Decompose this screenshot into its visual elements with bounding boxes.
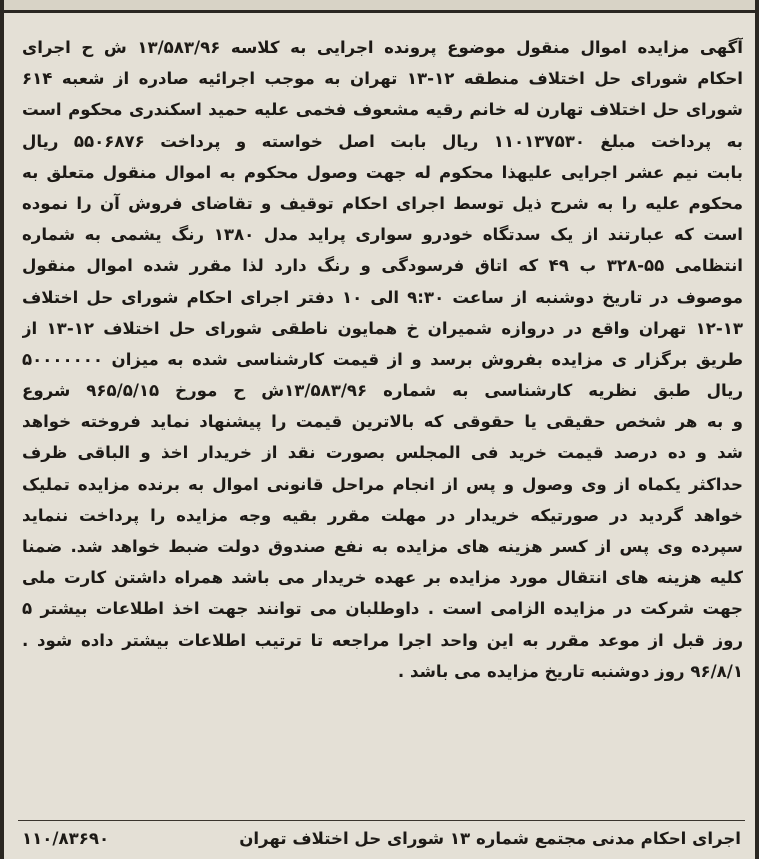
notice-line: جهت شرکت در مزایده الزامی است . داوطلبان می توانند جهت اخذ اطلاعات بیشتر ۵ <box>22 599 743 619</box>
notice-line: محکوم علیه را به شرح ذیل توسط اجرای احکام توقیف و تقاضای فروش آن را نموده <box>22 193 743 213</box>
top-border <box>4 0 755 13</box>
notice-line: حداکثر یکماه از وی وصول و پس از انجام مراحل قانونی اموال به برنده مزایده تملیک <box>22 474 743 494</box>
notice-line-auction-date: ۹۶/۸/۱ روز دوشنبه تاریخ مزایده می باشد . <box>397 661 743 681</box>
notice-line: شورای حل اختلاف تهارن له خانم رقیه مشعوف فخمی علیه حمید اسکندری محکوم است <box>22 100 743 120</box>
notice-line: آگهی مزایده اموال منقول موضوع پرونده اجرایی به کلاسه ۱۳/۵۸۳/۹۶ ش ح اجرای <box>22 38 743 57</box>
notice-line: انتظامی ۵۵-۳۲۸ ب ۴۹ که اتاق فرسودگی و رنگ دارد لذا مقرر شده اموال منقول <box>22 256 743 276</box>
notice-line: خواهد گردید در صورتیکه خریدار در مهلت مقرر بقیه وجه مزایده را پرداخت ننماید <box>22 505 743 525</box>
notice-line: است که عبارتند از یک سدتگاه خودرو سواری پراید مدل ۱۳۸۰ رنگ یشمی به شماره <box>22 225 743 245</box>
notice-line: ۱۲-۱۳ تهران واقع در دروازه شمیران خ همایون ناطقی شورای حل اختلاف ۱۲-۱۳ از <box>22 318 743 338</box>
notice-footer <box>22 822 741 854</box>
notice-body <box>22 32 743 687</box>
notice-line: و به هر شخص حقیقی یا حقوقی که بالاترین قیمت را پیشنهاد نماید فروخته خواهد <box>22 412 743 432</box>
issuing-office: اجرای احکام مدنی مجتمع شماره ۱۳ شورای حل اختلاف تهران <box>239 828 741 848</box>
notice-line: به پرداخت مبلغ ۱۱۰۱۳۷۵۳۰ ریال بابت اصل خواسته و پرداخت ۵۵۰۶۸۷۶ ریال <box>22 131 743 151</box>
notice-line: کلیه هزینه های انتقال مورد مزایده بر عهده خریدار می باشد همراه داشتن کارت ملی <box>22 568 743 588</box>
notice-line: موصوف در تاریخ دوشنبه از ساعت ۹:۳۰ الی ۱۰ دفتر اجرای احکام شورای حل اختلاف <box>22 287 743 307</box>
notice-line: شد و ده درصد قیمت خرید فی المجلس بصورت نقد از خریدار اخذ و الباقی ظرف <box>22 443 743 463</box>
notice-line: روز قبل از موعد مقرر به این واحد اجرا مراجعه تا ترتیب اطلاعات بیشتر داده شود . <box>22 630 743 650</box>
footer-divider <box>18 820 745 821</box>
notice-line: احکام شورای حل اختلاف منطقه ۱۲-۱۳ تهران به موجب اجرائیه صادره از شعبه ۶۱۴ <box>22 69 743 89</box>
notice-line: ریال طبق نظریه کارشناسی به شماره ۱۳/۵۸۳/۹۶ش ح مورخ ۹۶۵/۵/۱۵ شروع <box>22 381 743 401</box>
reference-number: ۱۱۰/۸۳۶۹۰ <box>22 828 110 848</box>
notice-line: بابت نیم عشر اجرایی علیهذا محکوم له جهت وصول محکوم به اموال منقول متعلق به <box>22 162 743 182</box>
notice-line: طریق برگزار ی مزایده بفروش برسد و از قیمت کارشناسی شده به میزان ۵۰۰۰۰۰۰۰ <box>22 349 743 369</box>
notice-line: سپرده وی پس از کسر هزینه های مزایده به نفع صندوق دولت ضبط خواهد شد. ضمنا <box>22 537 743 556</box>
